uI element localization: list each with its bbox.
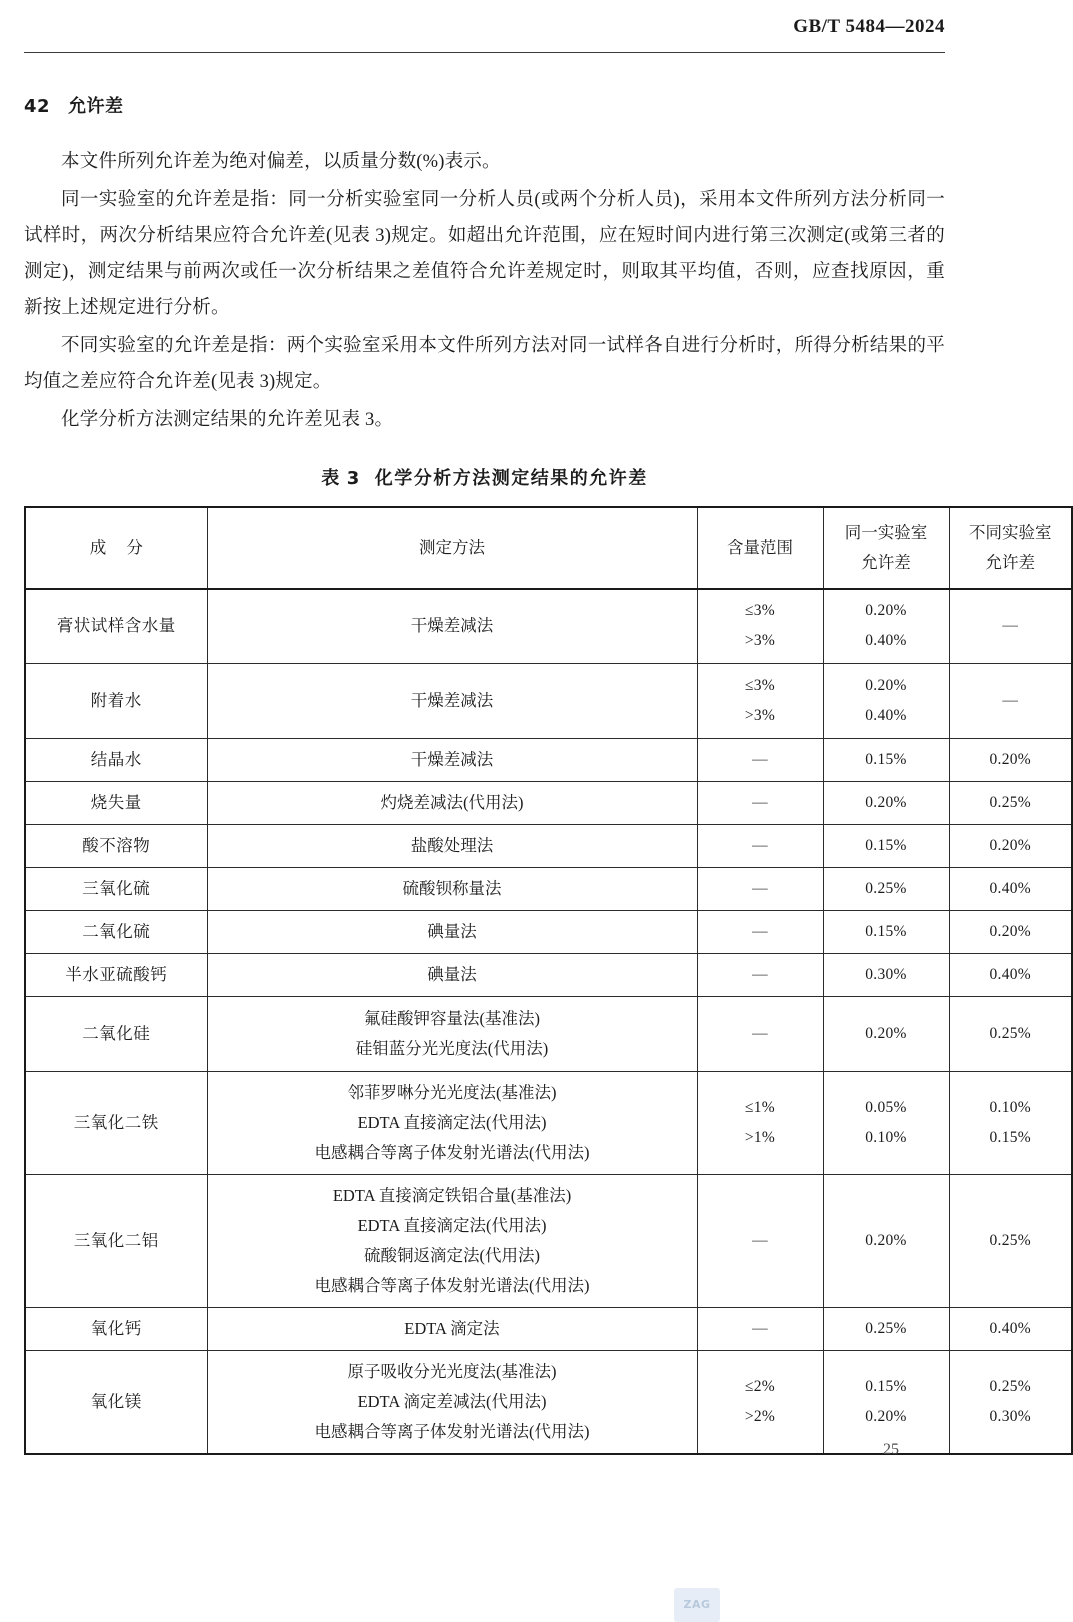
cell-diff-lab-tolerance-line: 0.25% xyxy=(989,1377,1032,1395)
cell-component xyxy=(25,663,207,738)
cell-component-line: 氧化镁 xyxy=(90,1391,142,1411)
col-header-method xyxy=(207,507,697,589)
cell-same-lab-tolerance xyxy=(823,1071,949,1174)
cell-diff-lab-tolerance xyxy=(949,910,1072,953)
cell-diff-lab-tolerance-line: 0.25% xyxy=(989,1231,1032,1249)
cell-content-range xyxy=(697,1350,823,1454)
table-body xyxy=(25,589,1072,1454)
table-header-row xyxy=(25,507,1072,589)
cell-component-line: 三氧化二铝 xyxy=(73,1230,159,1250)
cell-method-line: 氟硅酸钾容量法(基准法) xyxy=(364,1008,540,1028)
cell-content-range xyxy=(697,824,823,867)
cell-same-lab-tolerance-line: 0.25% xyxy=(865,1319,907,1337)
cell-same-lab-tolerance-line: 0.20% xyxy=(865,602,907,620)
table-caption-number: 3 xyxy=(346,468,361,489)
cell-content-range-line: — xyxy=(752,1231,768,1249)
cell-component xyxy=(25,867,207,910)
cell-component xyxy=(25,781,207,824)
table-row xyxy=(25,1174,1072,1307)
table-row xyxy=(25,781,1072,824)
cell-diff-lab-tolerance xyxy=(949,738,1072,781)
cell-same-lab-tolerance xyxy=(823,589,949,663)
table-row xyxy=(25,589,1072,663)
table-row xyxy=(25,1350,1072,1454)
cell-component-line: 三氧化二铁 xyxy=(73,1112,159,1132)
clause-number: 42 xyxy=(24,96,51,117)
col-header-component-line1: 成 分 xyxy=(89,538,151,557)
cell-same-lab-tolerance-line: 0.05% xyxy=(865,1098,907,1116)
cell-method xyxy=(207,1071,697,1174)
cell-diff-lab-tolerance xyxy=(949,589,1072,663)
cell-component-line: 二氧化硅 xyxy=(82,1023,151,1043)
cell-diff-lab-tolerance-line: 0.40% xyxy=(989,1319,1032,1337)
cell-diff-lab-tolerance-line: 0.25% xyxy=(989,793,1032,811)
cell-component-line: 二氧化硫 xyxy=(82,921,151,941)
cell-method xyxy=(207,781,697,824)
cell-method-line: EDTA 滴定法 xyxy=(404,1318,500,1338)
cell-method-line: EDTA 直接滴定法(代用法) xyxy=(357,1215,547,1235)
cell-content-range xyxy=(697,996,823,1071)
cell-content-range-line: ≤1% xyxy=(744,1098,776,1116)
cell-same-lab-tolerance xyxy=(823,867,949,910)
cell-component-line: 膏状试样含水量 xyxy=(56,616,176,636)
cell-content-range xyxy=(697,1174,823,1307)
cell-content-range-line: — xyxy=(752,750,768,768)
col-header-range-line1: 含量范围 xyxy=(727,538,793,557)
paragraph-3: 不同实验室的允许差是指：两个实验室采用本文件所列方法对同一试样各自进行分析时，所得分析结果的平均值之差应符合允许差(见表 3)规定。 xyxy=(24,336,945,392)
cell-same-lab-tolerance-line: 0.15% xyxy=(865,922,907,940)
cell-diff-lab-tolerance xyxy=(949,1071,1072,1174)
table-row xyxy=(25,867,1072,910)
cell-same-lab-tolerance-line: 0.15% xyxy=(865,836,907,854)
cell-diff-lab-tolerance-line: 0.20% xyxy=(989,750,1032,768)
clause-heading xyxy=(24,92,945,118)
cell-diff-lab-tolerance-line: — xyxy=(1002,617,1019,635)
cell-same-lab-tolerance-line: 0.30% xyxy=(865,965,907,983)
col-header-same-lab-line1: 同一实验室 xyxy=(844,523,928,542)
cell-same-lab-tolerance-line: 0.25% xyxy=(865,879,907,897)
cell-method-line: EDTA 直接滴定铁铝合量(基准法) xyxy=(332,1185,572,1205)
cell-method xyxy=(207,663,697,738)
cell-content-range xyxy=(697,910,823,953)
col-header-diff-lab-line2: 允许差 xyxy=(985,553,1035,572)
cell-diff-lab-tolerance-line: 0.30% xyxy=(989,1407,1032,1425)
cell-method-line: 盐酸处理法 xyxy=(410,835,494,855)
standard-code: GB/T 5484—2024 xyxy=(793,16,945,37)
col-header-diff-lab-line1: 不同实验室 xyxy=(969,523,1052,542)
cell-diff-lab-tolerance xyxy=(949,867,1072,910)
col-header-component xyxy=(25,507,207,589)
table-row xyxy=(25,953,1072,996)
cell-method-line: EDTA 直接滴定法(代用法) xyxy=(357,1112,547,1132)
cell-method-line: 灼烧差减法(代用法) xyxy=(380,792,524,812)
cell-same-lab-tolerance-line: 0.20% xyxy=(865,1231,907,1249)
cell-method-line: 碘量法 xyxy=(427,964,477,984)
cell-same-lab-tolerance xyxy=(823,781,949,824)
cell-content-range-line: — xyxy=(752,793,768,811)
cell-diff-lab-tolerance xyxy=(949,1307,1072,1350)
cell-component-line: 半水亚硫酸钙 xyxy=(65,964,168,984)
col-header-range xyxy=(697,507,823,589)
watermark-logo: ZAG xyxy=(674,1588,720,1622)
cell-method xyxy=(207,996,697,1071)
cell-same-lab-tolerance-line: 0.20% xyxy=(865,1024,907,1042)
cell-method xyxy=(207,1174,697,1307)
table-header xyxy=(25,507,1072,589)
cell-same-lab-tolerance xyxy=(823,663,949,738)
cell-method xyxy=(207,1350,697,1454)
cell-same-lab-tolerance xyxy=(823,953,949,996)
cell-component xyxy=(25,1071,207,1174)
cell-diff-lab-tolerance xyxy=(949,663,1072,738)
cell-same-lab-tolerance-line: 0.15% xyxy=(865,750,907,768)
cell-content-range xyxy=(697,663,823,738)
cell-same-lab-tolerance xyxy=(823,1350,949,1454)
cell-content-range xyxy=(697,781,823,824)
table-row xyxy=(25,1071,1072,1174)
paragraph-2: 同一实验室的允许差是指：同一分析实验室同一分析人员(或两个分析人员)，采用本文件所列方法分析同一试样时，两次分析结果应符合允许差(见表 3)规定。如超出允许范围，应在短时间内进行第三次测定(或第三者的测定)，测定结果与前两次或任一次分析结果之差值符合允许差规定时，则取其平均值，否则，应查找原因，重新按上述规定进行分析。 xyxy=(24,190,945,318)
table-row xyxy=(25,910,1072,953)
cell-content-range xyxy=(697,953,823,996)
cell-content-range xyxy=(697,589,823,663)
cell-same-lab-tolerance xyxy=(823,1174,949,1307)
table-row xyxy=(25,738,1072,781)
cell-component xyxy=(25,953,207,996)
cell-same-lab-tolerance xyxy=(823,910,949,953)
cell-component xyxy=(25,824,207,867)
cell-method-line: 电感耦合等离子体发射光谱法(代用法) xyxy=(314,1421,590,1441)
cell-method-line: 干燥差减法 xyxy=(410,616,494,636)
cell-diff-lab-tolerance xyxy=(949,996,1072,1071)
cell-diff-lab-tolerance-line: 0.10% xyxy=(989,1098,1032,1116)
col-header-same-lab xyxy=(823,507,949,589)
table-row xyxy=(25,996,1072,1071)
cell-method-line: 干燥差减法 xyxy=(410,749,494,769)
cell-diff-lab-tolerance-line: 0.40% xyxy=(989,965,1032,983)
cell-diff-lab-tolerance xyxy=(949,781,1072,824)
cell-method xyxy=(207,824,697,867)
cell-diff-lab-tolerance xyxy=(949,1350,1072,1454)
cell-diff-lab-tolerance-line: 0.25% xyxy=(989,1024,1032,1042)
table-row xyxy=(25,663,1072,738)
cell-method-line: 电感耦合等离子体发射光谱法(代用法) xyxy=(314,1142,590,1162)
cell-content-range-line: — xyxy=(752,965,768,983)
table-row xyxy=(25,1307,1072,1350)
cell-same-lab-tolerance-line: 0.40% xyxy=(865,706,907,724)
cell-method xyxy=(207,1307,697,1350)
table-caption-prefix: 表 xyxy=(321,468,341,489)
cell-content-range xyxy=(697,738,823,781)
cell-content-range-line: >3% xyxy=(744,706,776,724)
cell-content-range-line: — xyxy=(752,836,768,854)
cell-component-line: 三氧化硫 xyxy=(82,878,151,898)
cell-method xyxy=(207,589,697,663)
table-caption xyxy=(24,464,945,490)
cell-method xyxy=(207,953,697,996)
cell-same-lab-tolerance-line: 0.20% xyxy=(865,793,907,811)
cell-method-line: EDTA 滴定差减法(代用法) xyxy=(357,1391,547,1411)
cell-same-lab-tolerance xyxy=(823,996,949,1071)
cell-content-range xyxy=(697,867,823,910)
cell-content-range-line: >3% xyxy=(744,632,776,650)
cell-same-lab-tolerance xyxy=(823,738,949,781)
cell-component xyxy=(25,738,207,781)
table-row xyxy=(25,824,1072,867)
cell-content-range xyxy=(697,1307,823,1350)
allowable-difference-table xyxy=(24,506,1073,1455)
cell-method xyxy=(207,910,697,953)
cell-content-range-line: — xyxy=(752,879,768,897)
cell-method-line: 邻菲罗啉分光光度法(基准法) xyxy=(347,1082,557,1102)
cell-component xyxy=(25,1307,207,1350)
cell-same-lab-tolerance-line: 0.15% xyxy=(865,1377,907,1395)
cell-content-range-line: ≤3% xyxy=(744,602,776,620)
cell-diff-lab-tolerance xyxy=(949,824,1072,867)
cell-component xyxy=(25,589,207,663)
cell-same-lab-tolerance xyxy=(823,824,949,867)
cell-content-range-line: — xyxy=(752,1024,768,1042)
cell-diff-lab-tolerance xyxy=(949,953,1072,996)
cell-component xyxy=(25,1350,207,1454)
page-number: 25 xyxy=(883,1440,899,1458)
cell-diff-lab-tolerance-line: 0.15% xyxy=(989,1128,1032,1146)
cell-method-line: 硅钼蓝分光光度法(代用法) xyxy=(355,1038,549,1058)
cell-same-lab-tolerance-line: 0.20% xyxy=(865,1407,907,1425)
cell-content-range-line: — xyxy=(752,922,768,940)
paragraph-1: 本文件所列允许差为绝对偏差，以质量分数(%)表示。 xyxy=(61,152,501,172)
cell-method-line: 硫酸钡称量法 xyxy=(402,878,502,898)
cell-component-line: 烧失量 xyxy=(90,792,142,812)
cell-content-range-line: — xyxy=(752,1319,768,1337)
cell-method xyxy=(207,867,697,910)
cell-content-range-line: ≤3% xyxy=(744,676,776,694)
cell-content-range-line: >2% xyxy=(744,1407,776,1425)
document-body xyxy=(24,92,1052,1611)
cell-same-lab-tolerance-line: 0.20% xyxy=(865,676,907,694)
cell-component-line: 氧化钙 xyxy=(90,1318,142,1338)
header-divider xyxy=(24,52,945,53)
cell-component-line: 附着水 xyxy=(90,690,142,710)
cell-diff-lab-tolerance-line: 0.20% xyxy=(989,836,1032,854)
cell-diff-lab-tolerance-line: 0.20% xyxy=(989,922,1032,940)
cell-method xyxy=(207,738,697,781)
cell-content-range xyxy=(697,1071,823,1174)
cell-component-line: 酸不溶物 xyxy=(82,835,151,855)
cell-component xyxy=(25,1174,207,1307)
cell-method-line: 干燥差减法 xyxy=(410,690,494,710)
page-header xyxy=(0,0,967,58)
cell-same-lab-tolerance-line: 0.40% xyxy=(865,632,907,650)
col-header-diff-lab xyxy=(949,507,1072,589)
table-caption-text: 化学分析方法测定结果的允许差 xyxy=(374,468,648,489)
cell-diff-lab-tolerance-line: — xyxy=(1002,691,1019,709)
cell-diff-lab-tolerance-line: 0.40% xyxy=(989,879,1032,897)
cell-component xyxy=(25,910,207,953)
cell-method-line: 原子吸收分光光度法(基准法) xyxy=(347,1361,557,1381)
col-header-same-lab-line2: 允许差 xyxy=(861,553,911,572)
cell-diff-lab-tolerance xyxy=(949,1174,1072,1307)
cell-content-range-line: >1% xyxy=(744,1128,776,1146)
cell-same-lab-tolerance-line: 0.10% xyxy=(865,1128,907,1146)
cell-component-line: 结晶水 xyxy=(90,749,142,769)
col-header-method-line1: 测定方法 xyxy=(419,538,485,557)
cell-method-line: 电感耦合等离子体发射光谱法(代用法) xyxy=(314,1275,590,1295)
cell-component xyxy=(25,996,207,1071)
cell-method-line: 硫酸铜返滴定法(代用法) xyxy=(364,1245,540,1265)
cell-same-lab-tolerance xyxy=(823,1307,949,1350)
clause-title-text: 允许差 xyxy=(68,96,124,117)
cell-content-range-line: ≤2% xyxy=(744,1377,776,1395)
cell-method-line: 碘量法 xyxy=(427,921,477,941)
paragraph-4: 化学分析方法测定结果的允许差见表 3。 xyxy=(61,410,394,430)
allowable-difference-table-wrapper xyxy=(24,506,1052,1611)
